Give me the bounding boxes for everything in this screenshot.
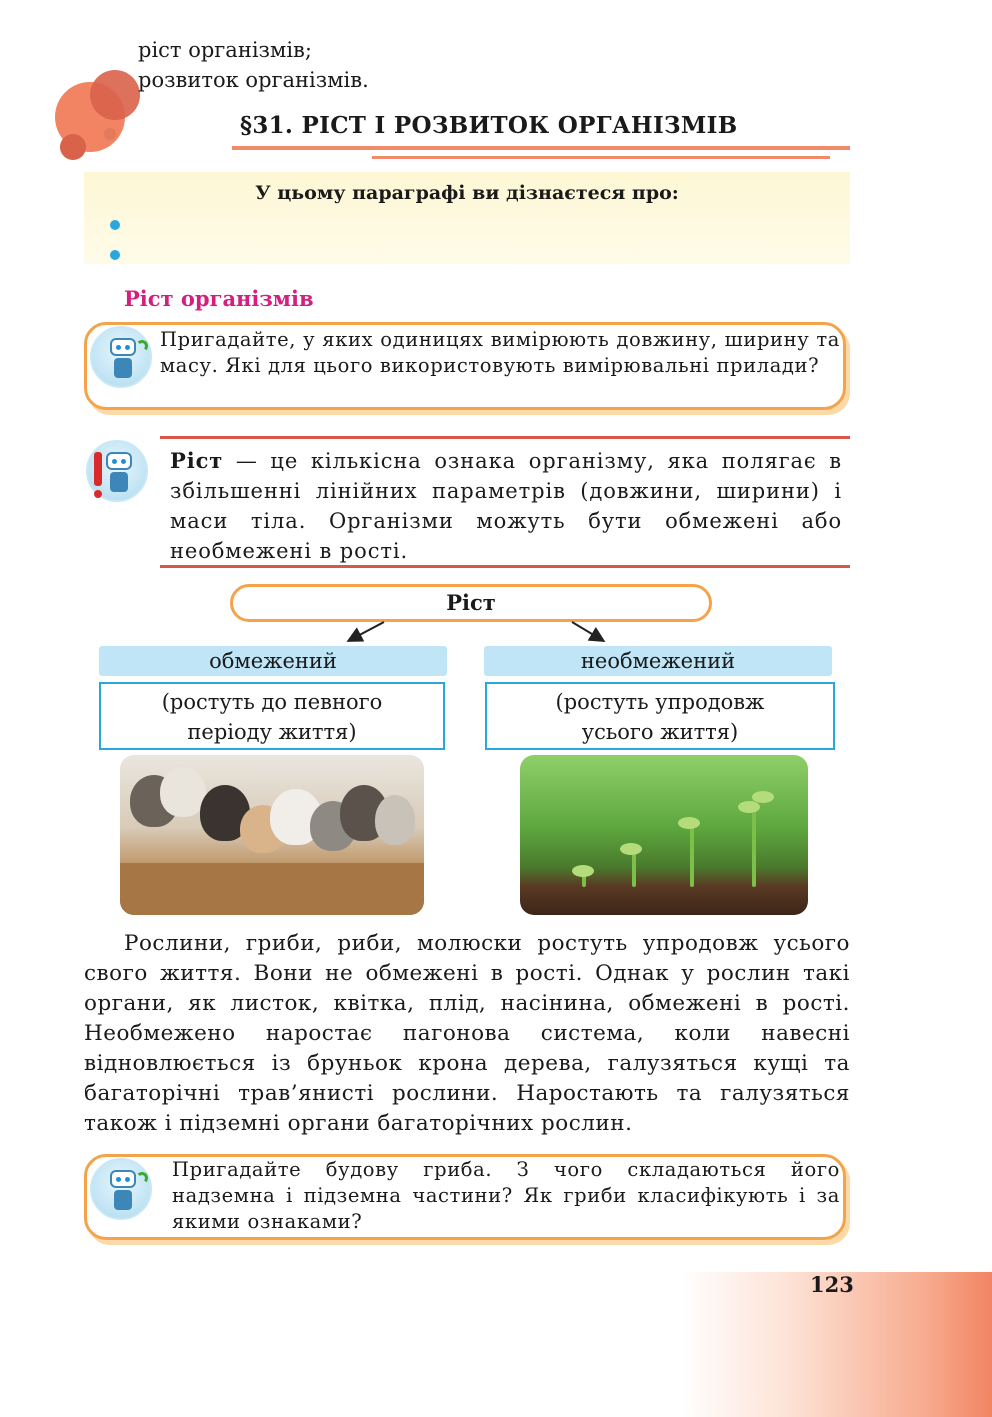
desc-line: періоду життя) [187, 720, 357, 744]
bullet-icon [110, 250, 120, 260]
definition-body: — це кількісна ознака організму, яка полягає в збільшенні лінійних параметрів (довжини, ширини) і маси тіла. Організми можуть бути обмежені або необмежені в рості. [170, 449, 842, 563]
remind-text: Пригадайте, у яких одиницях вимірюють довжину, ширину та масу. Які для цього використовують вимірювальні прилади? [160, 328, 840, 377]
robot-exclamation-icon [86, 440, 148, 502]
intro-item: ріст організмів; [138, 38, 312, 62]
definition-top-rule [160, 436, 850, 439]
category-limited-desc [99, 682, 445, 750]
robot-icon [90, 326, 152, 388]
section-title: Ріст організмів [124, 286, 314, 311]
decor-circle-tiny [104, 128, 116, 140]
intro-heading: У цьому параграфі ви дізнаєтеся про: [255, 182, 679, 204]
definition-text [170, 446, 842, 566]
category-unlimited-desc [485, 682, 835, 750]
definition-term: Ріст [170, 448, 224, 473]
decor-circle-medium [90, 70, 140, 120]
body-paragraph [84, 929, 850, 1139]
desc-line: усього життя) [581, 720, 739, 744]
intro-box [84, 172, 850, 264]
diagram-root: Ріст [230, 584, 712, 622]
title-underline [232, 146, 850, 150]
bullet-icon [110, 220, 120, 230]
kittens-photo [120, 755, 424, 915]
title-underline-secondary [372, 156, 830, 159]
desc-line: (ростуть упродовж [555, 690, 765, 714]
category-unlimited: необмежений [484, 646, 832, 676]
seedlings-photo [520, 755, 808, 915]
decor-circle-small [60, 134, 86, 160]
page-title: §31. РІСТ І РОЗВИТОК ОРГАНІЗМІВ [240, 112, 738, 139]
body-paragraph-text: Рослини, гриби, риби, молюски ростуть упродовж усього свого життя. Вони не обмежені в рості. Однак у рослин такі органи, як листок, квітка, плід, насінина, обмежені в рості. Необмежено наростає пагонова система, коли навесні відновлюється із бруньок крона дерева, галузяться кущі та багаторічні трав’янисті рослини. Наростають та галузяться також і підземні органи багаторічних рослин. [84, 931, 850, 1136]
robot-icon [90, 1158, 152, 1220]
category-limited: обмежений [99, 646, 447, 676]
desc-line: (ростуть до певного [161, 690, 383, 714]
definition-bottom-rule [160, 565, 850, 568]
page-number: 123 [810, 1272, 854, 1297]
remind-text: Пригадайте будову гриба. З чого складаються його надземна і підземна частини? Як гриби класифікують і за якими ознаками? [172, 1158, 840, 1233]
intro-item: розвиток організмів. [138, 68, 369, 92]
